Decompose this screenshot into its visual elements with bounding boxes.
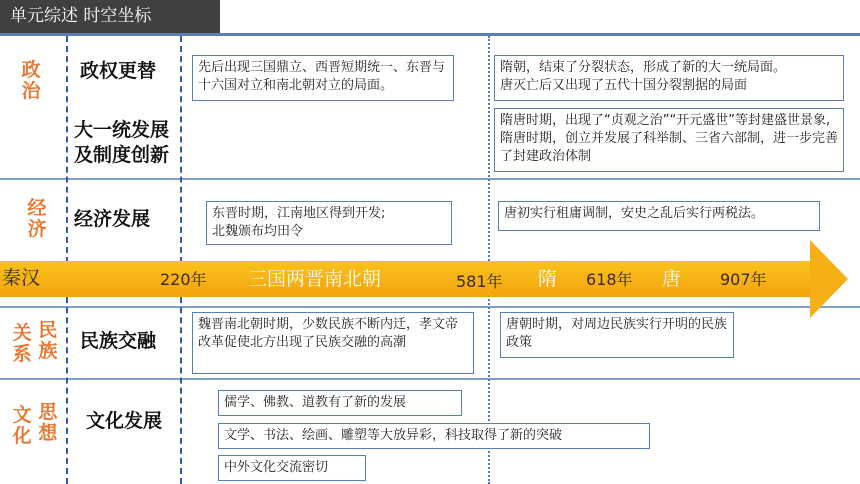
unification-sui-tang-box: 隋唐时期，出现了“贞观之治”“开元盛世”等封建盛世景象, 隋唐时期，创立并发展了科举制、三省六部制，进一步完善了封建政治体制 xyxy=(494,108,844,172)
timeline-period-label: 三国两晋南北朝 xyxy=(248,268,382,290)
column-guide-581 xyxy=(488,36,490,484)
timeline-year-907: 907年 xyxy=(720,270,767,289)
topic-line: 及制度创新 xyxy=(74,144,170,166)
category-char: 济 xyxy=(27,218,47,240)
row-divider xyxy=(0,306,860,308)
row-divider xyxy=(0,378,860,380)
timeline-year-618: 618年 xyxy=(586,270,633,289)
page-title: 单元综述 时空坐标 xyxy=(0,0,220,33)
timeline-sui-label: 隋 xyxy=(538,268,558,290)
row-divider xyxy=(0,178,860,180)
category-char: 系 xyxy=(12,343,32,365)
economy-tang-box: 唐初实行租庸调制，安史之乱后实行两税法。 xyxy=(498,201,820,231)
category-char: 思 xyxy=(38,401,58,423)
ethnic-early-box: 魏晋南北朝时期，少数民族不断内迁，孝文帝改革促使北方出现了民族交融的高潮 xyxy=(192,312,474,374)
culture-arts-box: 文学、书法、绘画、雕塑等大放异彩，科技取得了新的突破 xyxy=(218,423,650,449)
column-guide-category xyxy=(66,36,68,484)
category-economy xyxy=(26,198,48,240)
topic-regime-change: 政权更替 xyxy=(80,60,157,82)
topic-unification xyxy=(74,118,169,168)
category-char: 经 xyxy=(27,197,47,219)
category-char: 关 xyxy=(12,322,32,344)
topic-line: 大一统发展 xyxy=(74,119,170,141)
ethnic-tang-box: 唐朝时期，对周边民族实行开明的民族政策 xyxy=(500,312,734,358)
culture-religion-box: 儒学、佛教、道教有了新的发展 xyxy=(218,390,462,416)
category-char: 想 xyxy=(38,422,58,444)
category-ethnic-relations xyxy=(10,319,60,365)
category-char: 族 xyxy=(38,340,58,362)
category-char: 治 xyxy=(21,80,41,102)
category-culture-thought xyxy=(10,401,60,447)
category-char: 文 xyxy=(12,404,32,426)
timeline-year-220: 220年 xyxy=(160,270,207,289)
category-char: 化 xyxy=(12,425,32,447)
box-line: 东晋时期，江南地区得到开发; xyxy=(212,206,386,221)
category-char: 政 xyxy=(21,59,41,81)
timeline-arrow-head xyxy=(810,240,848,318)
box-line: 隋朝，结束了分裂状态，形成了新的大一统局面。 xyxy=(500,60,787,75)
regime-sui-tang-box xyxy=(494,55,844,101)
timeline-band xyxy=(0,261,810,297)
box-line: 北魏颁布均田令 xyxy=(212,224,304,239)
topic-cultural-development: 文化发展 xyxy=(86,410,163,432)
box-line: 唐灭亡后又出现了五代十国分裂割据的局面 xyxy=(500,78,748,93)
column-guide-topic xyxy=(180,36,182,484)
header-rule xyxy=(0,33,860,36)
economy-early-box xyxy=(206,201,452,245)
timeline-tang-label: 唐 xyxy=(662,268,682,290)
timeline-year-581: 581年 xyxy=(456,272,503,291)
topic-ethnic-exchange: 民族交融 xyxy=(80,330,157,352)
timeline-start-label: 秦汉 xyxy=(2,267,41,289)
topic-economic-development: 经济发展 xyxy=(74,208,151,230)
category-politics xyxy=(20,60,42,102)
regime-early-box: 先后出现三国鼎立、西晋短期统一、东晋与十六国对立和南北朝对立的局面。 xyxy=(192,55,454,101)
category-char: 民 xyxy=(38,319,58,341)
culture-exchange-box: 中外文化交流密切 xyxy=(218,455,366,481)
